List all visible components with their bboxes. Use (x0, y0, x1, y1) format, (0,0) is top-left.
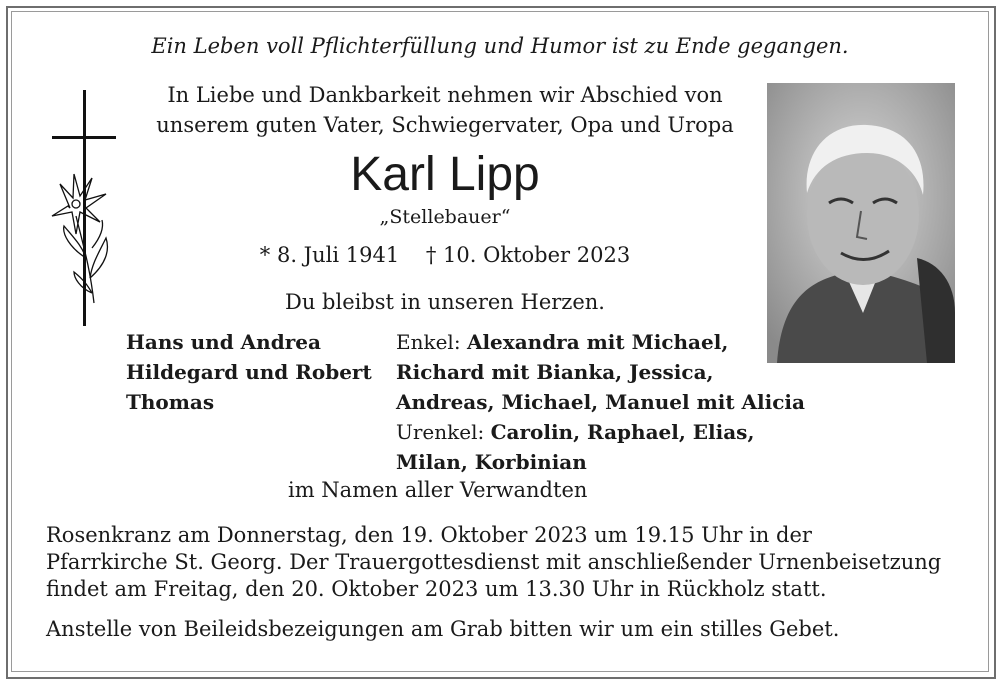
service-line-2: Pfarrkirche St. Georg. Der Trauergottesdienst mit anschließender Urnenbeisetzung (46, 550, 942, 574)
motto: Ein Leben voll Pflichterfüllung und Humor ist zu Ende gegangen. (151, 34, 849, 58)
grandchildren-line-3: Andreas, Michael, Manuel mit Alicia (396, 390, 805, 414)
child-3: Thomas (126, 390, 215, 414)
cross-icon (40, 88, 120, 328)
grandchildren-line-2: Richard mit Bianka, Jessica, (396, 360, 714, 384)
service-line-1: Rosenkranz am Donnerstag, den 19. Oktober 2023 um 19.15 Uhr in der (46, 523, 812, 547)
grandchildren-line-1 (396, 327, 728, 357)
service-line-3: findet am Freitag, den 20. Oktober 2023 um 13.30 Uhr in Rückholz statt. (46, 577, 827, 601)
farewell-line: Du bleibst in unseren Herzen. (285, 290, 605, 314)
child-1: Hans und Andrea (126, 330, 321, 354)
intro-line-1: In Liebe und Dankbarkeit nehmen wir Abschied von (167, 83, 723, 107)
death-date: † 10. Oktober 2023 (425, 243, 631, 267)
portrait-photo (767, 83, 955, 363)
great-grandchildren-names: Carolin, Raphael, Elias, (490, 420, 755, 444)
great-grandchildren-line-2: Milan, Korbinian (396, 450, 587, 474)
intro-line-2: unserem guten Vater, Schwiegervater, Opa und Uropa (156, 113, 734, 137)
grandchildren-label: Enkel: (396, 330, 461, 354)
child-2: Hildegard und Robert (126, 360, 372, 384)
edelweiss-icon (52, 174, 107, 303)
great-grandchildren-line-1 (396, 417, 754, 447)
deceased-nickname: „Stellebauer“ (379, 206, 511, 228)
relatives-line: im Namen aller Verwandten (288, 478, 588, 502)
grandchildren-names: Alexandra mit Michael, (466, 330, 729, 354)
life-dates (100, 243, 790, 267)
deceased-name: Karl Lipp (350, 148, 540, 201)
great-grandchildren-label: Urenkel: (396, 420, 485, 444)
request-line: Anstelle von Beileidsbezeigungen am Grab bitten wir um ein stilles Gebet. (46, 617, 840, 641)
birth-date: * 8. Juli 1941 (259, 243, 400, 267)
